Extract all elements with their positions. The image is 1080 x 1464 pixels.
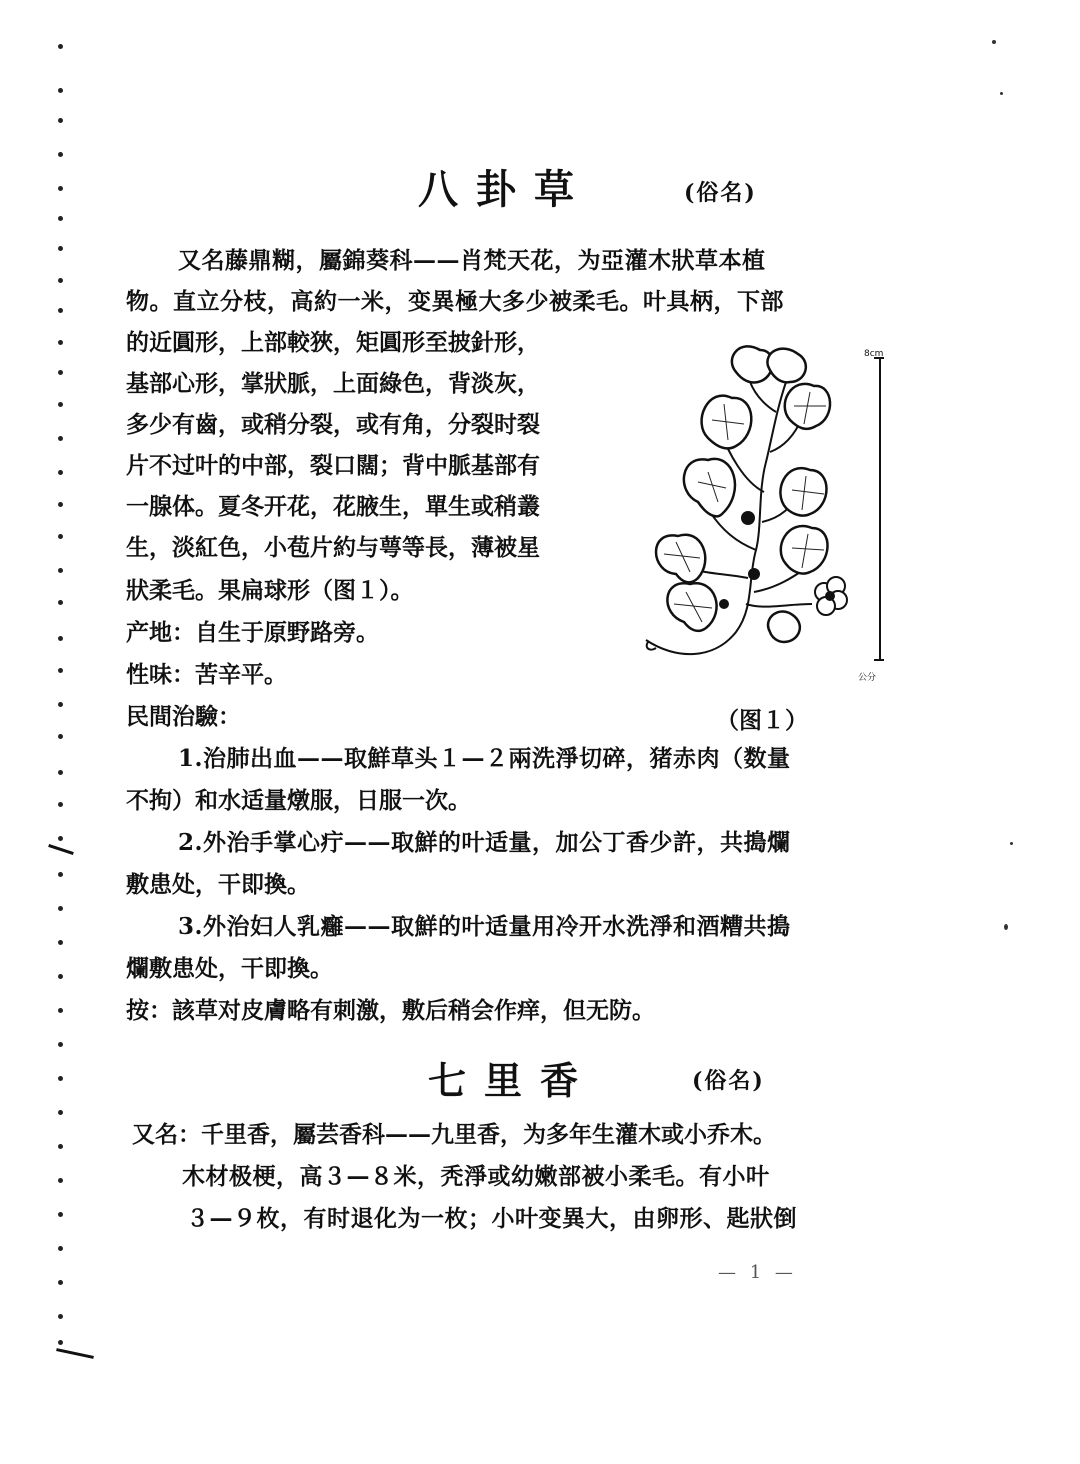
section1-line: 又名藤鼎糊，屬錦葵科——肖梵天花，为亞灌木狀草本植 [178, 247, 766, 274]
section1-line: 片不过叶的中部，裂口闊；背中脈基部有 [126, 452, 540, 479]
section1-line: 爛敷患处，干即換。 [126, 955, 333, 982]
section1-line: 基部心形，掌狀脈，上面綠色，背淡灰， [126, 370, 540, 397]
section2-line: 木材极梗，高３—８米，秃淨或幼嫩部被小柔毛。有小叶 [182, 1163, 770, 1190]
section1-line: 3.外治妇人乳癰——取鮮的叶适量用冷开水洗淨和酒糟共搗 [178, 913, 791, 940]
section1-line: 2.外治手掌心疔——取鮮的叶适量，加公丁香少許，共搗爛 [178, 829, 791, 856]
section1-line: 多少有齒，或稍分裂，或有角，分裂时裂 [126, 411, 540, 438]
binding-edge [48, 40, 88, 1380]
section1-line: 性味：苦辛平。 [126, 661, 287, 688]
section1-line: 一腺体。夏冬开花，花腋生，單生或稍叢 [126, 493, 540, 520]
section1-subtitle: (俗名) [684, 180, 757, 206]
section1-line: 狀柔毛。果扁球形（图１）。 [126, 577, 414, 604]
section2-line: 又名：千里香，屬芸香科——九里香，为多年生灌木或小乔木。 [132, 1121, 776, 1148]
section1-title: 八卦草 [418, 166, 592, 213]
section1-line: 按：該草对皮膚略有刺激，敷后稍会作痒，但无防。 [126, 997, 655, 1024]
figure-caption: （图１） [716, 707, 808, 734]
page-number: — 1 — [718, 1262, 797, 1283]
section1-line: 产地：自生于原野路旁。 [126, 619, 379, 646]
scale-label-top: 8cm [864, 349, 884, 359]
section1-line: 1.治肺出血——取鮮草头１—２兩洗淨切碎，猪赤肉（数量 [178, 745, 791, 772]
section1-line: 物。直立分枝，高約一米，变異極大多少被柔毛。叶具柄，下部 [126, 288, 784, 315]
section1-line: 的近圓形，上部較狹，矩圓形至披針形， [126, 329, 540, 356]
plant-illustration [636, 342, 896, 692]
scale-label-bottom: 公分 [858, 673, 877, 683]
section1-line: 民間治驗： [126, 703, 241, 730]
section1-line: 敷患处，干即換。 [126, 871, 310, 898]
section2-subtitle: (俗名) [692, 1068, 765, 1094]
section1-line: 生，淡紅色，小苞片約与萼等長，薄被星 [126, 534, 540, 561]
section2-line: ３—９枚，有时退化为一枚；小叶变異大，由卵形、匙狀倒 [186, 1205, 797, 1232]
section2-title: 七里香 [428, 1058, 597, 1103]
section1-line: 不拘）和水适量燉服，日服一次。 [126, 787, 471, 814]
